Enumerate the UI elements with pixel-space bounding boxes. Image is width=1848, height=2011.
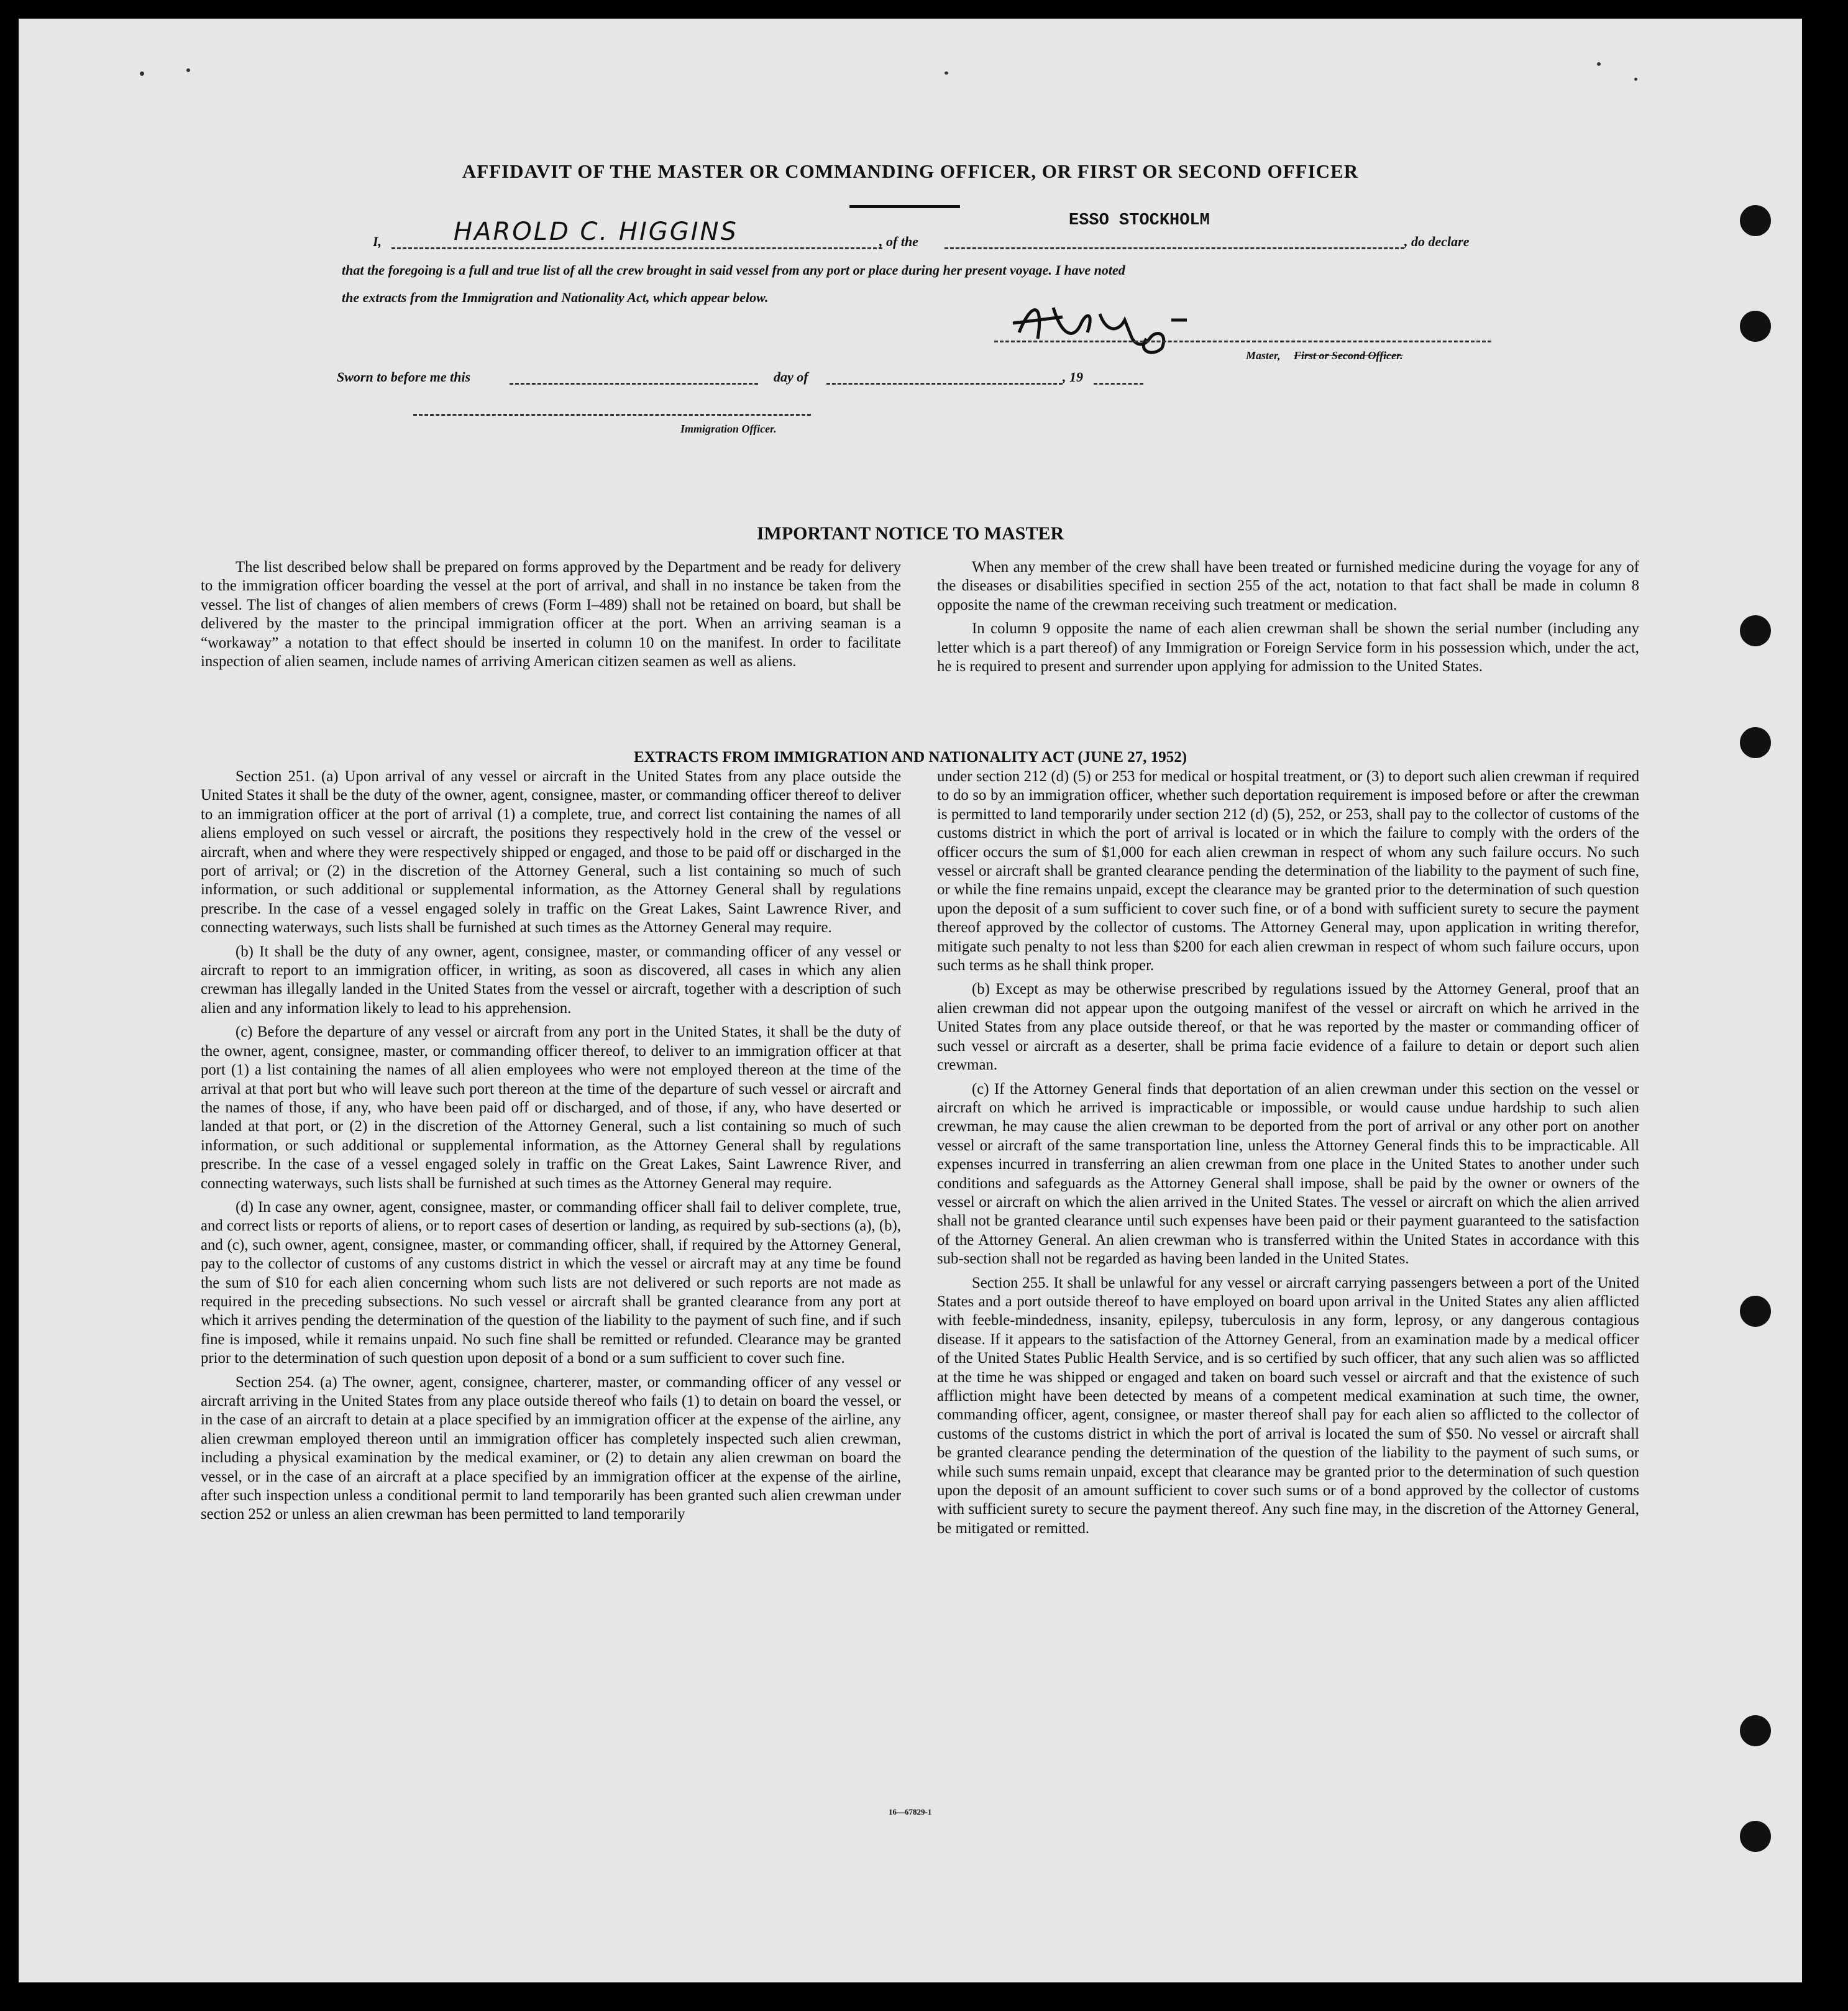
declarant-name: HAROLD C. HIGGINS	[454, 218, 738, 246]
notice-left-column	[201, 558, 901, 676]
vessel-name: ESSO STOCKHOLM	[1069, 211, 1210, 230]
notice-right-column	[937, 558, 1639, 681]
extract-paragraph: (c) If the Attorney General finds that deportation of an alien crewman under this section on the vessel or aircraft on which he arrived is impracticable or impossible, or would cause undue hardship to such alien crewman, he may cause the alien crewman to be deported from the port of arrival or any other port on another vessel or aircraft of the same transportation line, unless the Attorney General finds this to be impracticable. All expenses incurred in transferring an alien crewman from one place in the United States to another under such conditions and safeguards as the Attorney General shall impose, shall be paid by the owner or owners of the vessel or aircraft on which the alien arrived in the United States. The vessel or aircraft on which the alien arrived shall not be granted clearance until such expenses have been paid or their payment guaranteed to the satisfaction of the Attorney General. An alien crewman who is transferred within the United States in accordance with this sub-section shall not be regarded as having been landed in the United States.	[937, 1080, 1639, 1268]
extracts-left-column	[201, 767, 901, 1529]
year-label: , 19	[1063, 369, 1083, 385]
binder-hole	[1740, 205, 1771, 236]
do-declare-label: , do declare	[1404, 234, 1470, 249]
binder-hole	[1740, 615, 1771, 646]
declarant-line	[391, 247, 882, 249]
binder-hole	[1740, 1821, 1771, 1852]
immigration-officer-line	[413, 414, 811, 416]
year-line	[1094, 383, 1143, 385]
extract-paragraph: (b) Except as may be otherwise prescribed by regulations issued by the Attorney General, proof that an alien crewman did not appear upon the outgoing manifest of the vessel or aircraft on which he arrived in the United States from any place outside thereof, or that he was reported by the master or commanding officer of such vessel or aircraft as a deserter, shall be prima facie evidence of a failure to detain or deport such alien crewman.	[937, 981, 1639, 1074]
affidavit-title: AFFIDAVIT OF THE MASTER OR COMMANDING OFFICER, OR FIRST OR SECOND OFFICER	[462, 160, 1359, 182]
notice-title: IMPORTANT NOTICE TO MASTER	[756, 523, 1064, 544]
speck	[140, 71, 144, 76]
notice-paragraph: In column 9 opposite the name of each alien crewman shall be shown the serial number (including any letter which is a part thereof) of any Immigration or Foreign Service form in his possession which, under the act, he is required to present and surrender upon applying for admission to the United States.	[937, 620, 1639, 676]
master-label: Master,	[1246, 349, 1281, 362]
extract-paragraph: Section 251. (a) Upon arrival of any vessel or aircraft in the United States from any place outside the United States it shall be the duty of the owner, agent, consignee, master, or commanding officer thereof to deliver to an immigration officer at the port of arrival (1) a complete, true, and correct list containing the names of all aliens employed on such vessel or aircraft, the positions they respectively hold in the crew of the vessel or aircraft, when and where they were respectively shipped or engaged, and those to be paid off or discharged in the port of arrival; or (2) in the discretion of the Attorney General, such a list containing so much of such information, or such additional or supplemental information, as the Attorney General shall by regulations prescribe. In the case of a vessel engaged solely in traffic on the Great Lakes, Saint Lawrence River, and connecting waterways, such lists shall be furnished at such times as the Attorney General may require.	[201, 768, 901, 937]
statement-line-2: the extracts from the Immigration and Nationality Act, which appear below.	[342, 290, 769, 305]
notice-paragraph: The list described below shall be prepared on forms approved by the Department and be ready for delivery to the immigration officer boarding the vessel at the port of arrival, and shall in no instance be taken from the vessel. The list of changes of alien members of crews (Form I–489) shall not be retained on board, but shall be delivered by the master to the principal immigration officer at the port. When an arriving seaman is a “workaway” a notation to that effect should be inserted in column 10 on the manifest. In order to facilitate inspection of alien seamen, include names of arriving American citizen seamen as well as aliens.	[201, 559, 901, 671]
immigration-officer-label: Immigration Officer.	[680, 423, 777, 435]
notice-paragraph: When any member of the crew shall have been treated or furnished medicine during the voyage for any of the diseases or disabilities specified in section 255 of the act, notation to that fact shall be made in column 8 opposite the name of the crewman receiving such treatment or medication.	[937, 559, 1639, 613]
master-signature	[994, 289, 1255, 357]
extract-paragraph: Section 255. It shall be unlawful for any vessel or aircraft carrying passengers between a port of the United States and a port outside thereof to have employed on board upon arrival in the United States any alien afflicted with feeble-mindedness, insanity, epilepsy, tuberculosis in any form, leprosy, or any dangerous contagious disease. If it appears to the satisfaction of the Attorney General, from an examination made by a medical officer of the United States Public Health Service, and is so certified by such officer, that any such alien was so afflicted at the time he was shipped or engaged and taken on board such vessel or aircraft and that the existence of such affliction might have been detected by means of a competent medical examination at such time, the owner, commanding officer, agent, consignee, or master thereof shall pay for each alien so afflicted to the collector of customs of the customs district in which the port of arrival is located the sum of $50. No vessel or aircraft shall be granted clearance pending the determination of the question of the liability to the payment of such sums, or while such sums remain unpaid, except that clearance may be granted prior to the determination of such question upon the deposit of an amount sufficient to cover such sums or of a bond approved by the collector of customs with sufficient surety to secure the payment thereof. Any such fine may, in the discretion of the Attorney General, be mitigated or remitted.	[937, 1274, 1639, 1537]
declarant-prefix: I,	[373, 234, 382, 249]
vessel-line	[945, 247, 1404, 249]
extracts-title: EXTRACTS FROM IMMIGRATION AND NATIONALITY ACT (JUNE 27, 1952)	[633, 749, 1187, 766]
speck	[1634, 78, 1637, 81]
of-the-label: , of the	[879, 234, 918, 249]
extract-paragraph: under section 212 (d) (5) or 253 for medical or hospital treatment, or (3) to deport such alien crewman if required to do so by an immigration officer, whether such deportation requirement is imposed before or after the crewman is permitted to land temporarily under section 212 (d) (5), 252, or 253, shall pay to the collector of customs of the customs district in which the port of arrival is located or in which the failure to comply with the orders of the officer occurs the sum of $1,000 for each alien crewman in respect of whom any such failure occurs. No such vessel or aircraft shall be granted clearance pending the determination of the liability to the payment of such fine, or while the fine remains unpaid, except the clearance may be granted prior to the determination of such question upon the deposit of a sum sufficient to cover such fine, or of a bond with sufficient surety to secure the payment thereof approved by the collector of customs. The Attorney General may, upon application in writing therefor, mitigate such penalty to not less than $200 for each alien crewman in respect of whom such failure occurs, upon such terms as he shall think proper.	[937, 768, 1639, 974]
signature-line	[994, 341, 1491, 342]
binder-hole	[1740, 1715, 1771, 1746]
title-rule	[849, 205, 960, 208]
extract-paragraph: Section 254. (a) The owner, agent, consignee, charterer, master, or commanding officer of any vessel or aircraft arriving in the United States from any place outside thereof who fails (1) to detain on board the vessel, or in the case of an aircraft to detain at a place specified by an immigration officer at the expense of the airline, any alien crewman employed thereon until an immigration officer has completely inspected such alien crewman, including a physical examination by the medical examiner, or (2) to detain any alien crewman on board the vessel, or in the case of an aircraft at a place specified by an immigration officer at the expense of the airline, after such inspection unless a conditional permit to land temporarily has been granted such alien crewman under section 252 or unless an alien crewman has been permitted to land temporarily	[201, 1373, 901, 1523]
extract-paragraph: (d) In case any owner, agent, consignee, master, or commanding officer shall fail to deliver complete, true, and correct lists or reports of aliens, or to report cases of desertion or landing, as required by sub-sections (a), (b), and (c), such owner, agent, consignee, master, or commanding officer, shall, if required by the Attorney General, pay to the collector of customs of any customs district in which the vessel or aircraft may at any time be found the sum of $10 for each alien concerning whom such lists are not delivered or such reports are not made as required in the preceding subsections. No such vessel or aircraft shall be granted clearance from any port at which it arrives pending the determination of the question of the liability to the payment of such fine, and if such fine is imposed, while it remains unpaid. No such fine shall be remitted or refunded. Clearance may be granted prior to the determination of such question upon deposit of a bond or a sum sufficient to cover such fine.	[201, 1198, 901, 1367]
speck	[945, 71, 948, 75]
speck	[1597, 62, 1601, 66]
sworn-label: Sworn to before me this	[337, 369, 471, 385]
extract-paragraph: (c) Before the departure of any vessel or aircraft from any port in the United States, it shall be the duty of the owner, agent, consignee, master, or commanding officer thereof, to deliver to an immigration officer at that port (1) a list containing the names of all alien employees who were not employed thereon at the time of the arrival at that port but who will leave such port thereon at the time of the departure of such vessel or aircraft and the names of those, if any, who have been paid off or discharged, and of those, if any, who have deserted or landed at that port, or (2) in the discretion of the Attorney General, such a list containing so much of such information, or such additional or supplemental information, as the Attorney General shall by regulations prescribe. In the case of a vessel engaged solely in traffic on the Great Lakes, Saint Lawrence River, and connecting waterways, such lists shall be furnished at such times as the Attorney General may require.	[201, 1024, 901, 1192]
sworn-month-line	[826, 383, 1063, 385]
day-of-label: day of	[774, 369, 808, 385]
document-page	[19, 19, 1802, 1982]
form-number: 16—67829-1	[889, 1807, 932, 1816]
binder-hole	[1740, 1296, 1771, 1327]
binder-hole	[1740, 311, 1771, 342]
sworn-day-line	[510, 383, 758, 385]
statement-line-1: that the foregoing is a full and true list of all the crew brought in said vessel from any port or place during her present voyage. I have noted	[342, 262, 1125, 278]
speck	[186, 68, 190, 72]
extract-paragraph: (b) It shall be the duty of any owner, agent, consignee, master, or commanding officer of any vessel or aircraft to report to an immigration officer, in writing, as soon as discovered, all cases in which any alien crewman has illegally landed in the United States from the vessel or aircraft, together with a description of such alien and any information likely to lead to his apprehension.	[201, 943, 901, 1017]
extracts-right-column	[937, 767, 1639, 1543]
struck-officer-label: First or Second Officer.	[1294, 349, 1403, 362]
